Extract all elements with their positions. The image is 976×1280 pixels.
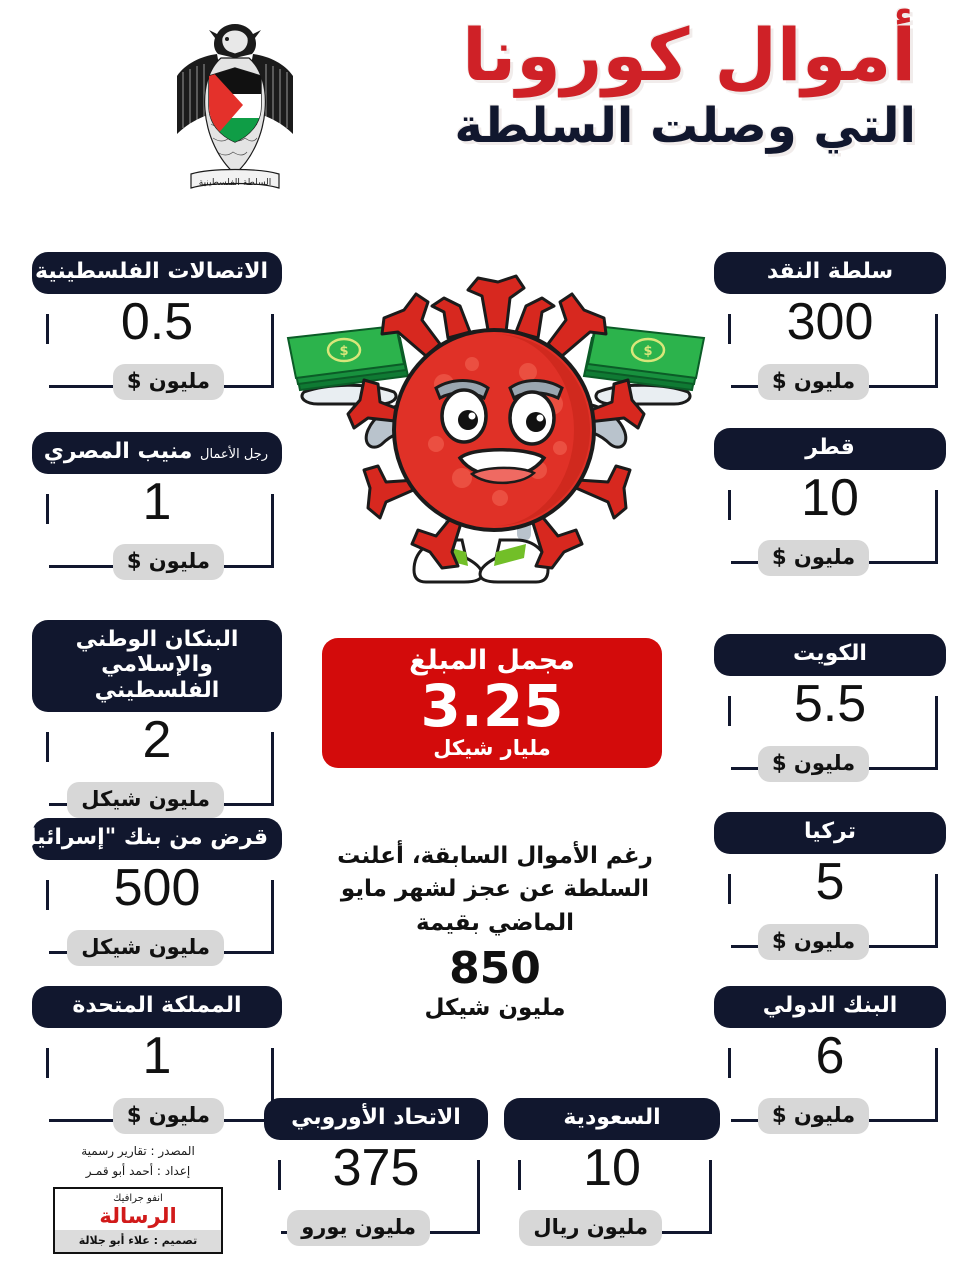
total-label: مجمل المبلغ xyxy=(409,645,575,676)
card-value: 1 xyxy=(142,1026,172,1085)
card-munib-al-masri xyxy=(32,432,282,586)
svg-text:$: $ xyxy=(339,344,349,359)
card-united-kingdom xyxy=(32,986,282,1140)
card-value: 0.5 xyxy=(120,292,194,351)
card-value: 300 xyxy=(786,292,874,351)
card-title-main: المملكة المتحدة xyxy=(72,993,242,1018)
card-title-prefix: رجل الأعمال xyxy=(200,447,268,462)
card-value: 500 xyxy=(113,858,201,917)
card-title-main: الكويت xyxy=(793,641,867,666)
card-unit: مليون ريال xyxy=(519,1210,662,1246)
card-world-bank xyxy=(714,986,946,1140)
card-title xyxy=(32,986,282,1028)
card-body xyxy=(32,860,282,972)
card-title xyxy=(32,252,282,294)
card-unit: مليون $ xyxy=(758,364,869,400)
logo-infographic-label: انفو جرافيك xyxy=(113,1192,163,1204)
card-title-main: السعودية xyxy=(563,1105,661,1130)
card-title-main: قرض من بنك "إسرائيل" xyxy=(5,825,268,850)
card-body xyxy=(714,470,946,582)
card-title-main: البنك الدولي xyxy=(762,993,898,1018)
card-title xyxy=(32,432,282,474)
card-title xyxy=(714,812,946,854)
card-body xyxy=(32,1028,282,1140)
total-unit: مليار شيكل xyxy=(433,735,551,760)
card-title-main: تركيا xyxy=(804,819,856,844)
deficit-note xyxy=(320,840,670,1022)
title-block xyxy=(276,13,916,154)
card-title xyxy=(504,1098,720,1140)
card-unit: مليون شيكل xyxy=(67,782,224,818)
card-title xyxy=(264,1098,488,1140)
card-unit: مليون $ xyxy=(113,1098,224,1134)
card-unit: مليون يورو xyxy=(287,1210,430,1246)
card-value: 10 xyxy=(583,1138,641,1197)
card-value: 6 xyxy=(815,1026,845,1085)
card-title xyxy=(714,986,946,1028)
card-title-main: الاتحاد الأوروبي xyxy=(291,1105,461,1130)
total-amount-box xyxy=(322,638,662,768)
card-value: 2 xyxy=(142,710,172,769)
card-value: 1 xyxy=(142,472,172,531)
card-value: 5 xyxy=(815,852,845,911)
card-value: 10 xyxy=(801,468,859,527)
deficit-note-unit: مليون شيكل xyxy=(424,994,566,1021)
card-unit: مليون $ xyxy=(758,540,869,576)
card-unit: مليون $ xyxy=(113,544,224,580)
logo-brand-name: الرسالة xyxy=(99,1203,177,1228)
card-european-union xyxy=(264,1098,488,1252)
card-body xyxy=(714,294,946,406)
card-body xyxy=(32,712,282,824)
card-kuwait xyxy=(714,634,946,788)
card-turkey xyxy=(714,812,946,966)
card-body xyxy=(32,474,282,586)
svg-text:$: $ xyxy=(643,344,653,359)
card-national-islamic-banks xyxy=(32,620,282,824)
card-unit: مليون شيكل xyxy=(67,930,224,966)
logo-designer-label: تصميم : علاء أبو جلالة xyxy=(55,1230,221,1252)
page-title: أموال كورونا xyxy=(462,13,916,97)
card-body xyxy=(714,676,946,788)
card-body xyxy=(264,1140,488,1252)
card-body xyxy=(714,1028,946,1140)
card-value: 375 xyxy=(332,1138,420,1197)
card-unit: مليون $ xyxy=(758,746,869,782)
total-value: 3.25 xyxy=(420,671,564,740)
credits-block xyxy=(38,1142,238,1254)
card-saudi-arabia xyxy=(504,1098,720,1252)
card-israel-bank-loan xyxy=(5,818,282,972)
card-qatar xyxy=(714,428,946,582)
card-unit: مليون $ xyxy=(758,1098,869,1134)
card-body xyxy=(32,294,282,406)
card-title xyxy=(714,634,946,676)
card-unit: مليون $ xyxy=(758,924,869,960)
deficit-note-value: 850 xyxy=(449,943,541,995)
card-title xyxy=(32,620,282,712)
deficit-note-text: رغم الأموال السابقة، أعلنت السلطة عن عجز لشهر مايو الماضي بقيمة xyxy=(337,843,653,936)
card-palestinian-telecom xyxy=(32,252,282,406)
publisher-logo-box xyxy=(53,1187,223,1254)
card-title xyxy=(714,252,946,294)
emblem-caption: السلطة الفلسطينية xyxy=(198,178,272,188)
card-title xyxy=(5,818,282,860)
prepared-by-line: إعداد : أحمد أبو قمـر xyxy=(85,1163,191,1178)
card-monetary-authority xyxy=(714,252,946,406)
card-title-main: منيب المصري xyxy=(43,439,193,464)
card-value: 5.5 xyxy=(793,674,867,733)
card-title-main: البنكان الوطني والإسلامي الفلسطيني xyxy=(75,627,239,703)
card-body xyxy=(504,1140,720,1252)
card-title-main: سلطة النقد xyxy=(766,259,894,284)
card-unit: مليون $ xyxy=(113,364,224,400)
card-title xyxy=(714,428,946,470)
header xyxy=(0,0,976,240)
card-body xyxy=(714,854,946,966)
coronavirus-mascot-holding-money-icon xyxy=(276,252,716,600)
source-line: المصدر : تقارير رسمية xyxy=(81,1144,195,1158)
card-title-main: قطر xyxy=(805,435,855,460)
page-subtitle: التي وصلت السلطة xyxy=(454,97,916,154)
card-title-main: الاتصالات الفلسطينية xyxy=(35,259,268,284)
